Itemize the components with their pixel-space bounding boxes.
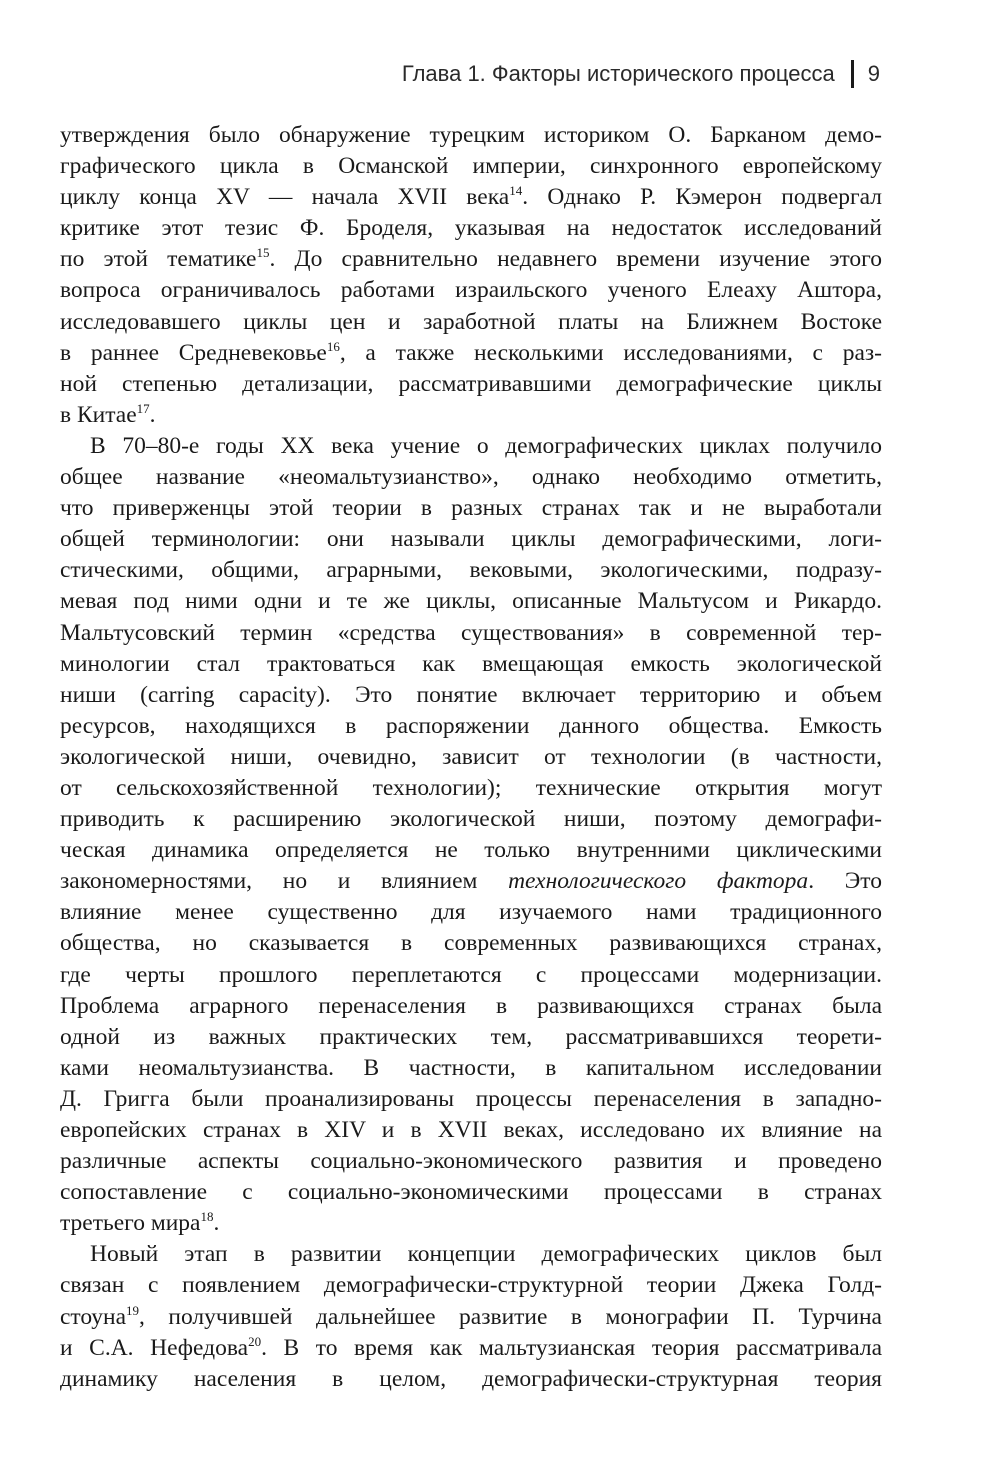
text-line: В 70–80-е годы XX века учение о демографических циклах получило xyxy=(90,432,882,459)
text-line: ками неомальтузианства. В частности, в капитальном исследовании xyxy=(60,1054,882,1081)
paragraph xyxy=(60,120,882,431)
text-line: где черты прошлого переплетаются с процессами модернизации. xyxy=(60,961,882,988)
text-line: влияние менее существенно для изучаемого нами традиционного xyxy=(60,899,882,926)
text-line: ческая динамика определяется не только внутренними циклическими xyxy=(60,837,882,864)
text-line: утверждения было обнаружение турецким историком О. Барканом демо- xyxy=(60,122,882,148)
text-line: графического цикла в Османской империи, синхронного европейскому xyxy=(60,153,882,180)
header-separator xyxy=(851,60,854,88)
emphasis: технологического фактора xyxy=(508,868,809,895)
footnote-ref: 17 xyxy=(136,400,150,416)
text-line: ной степенью детализации, рассматривавшими демографические циклы xyxy=(60,370,882,397)
footnote-ref: 19 xyxy=(126,1302,140,1318)
text-line: мевая под ними одни и те же циклы, описанные Мальтусом и Рикардо. xyxy=(60,588,882,615)
text-line: вопроса ограничивалось работами израильского ученого Елеаху Аштора, xyxy=(60,277,882,304)
paragraph xyxy=(60,431,882,1239)
running-head xyxy=(60,60,880,88)
text-line: и С.А. Нефедова$^{20}$. В то время как мальтузианская теория рассматривала xyxy=(60,1333,883,1361)
text-line: общества, но сказывается в современных развивающихся странах, xyxy=(60,930,882,957)
text-line: европейских странах в XIV и в XVII веках, исследовано их влияние на xyxy=(60,1117,882,1143)
text-line: одной из важных практических тем, рассматривавшихся теорети- xyxy=(60,1023,882,1050)
text-line: от сельскохозяйственной технологии); технические открытия могут xyxy=(60,774,882,801)
footnote-ref: 15 xyxy=(256,245,270,261)
text-line: стическими, общими, аграрными, вековыми, экологическими, подразу- xyxy=(60,557,882,584)
text-line: приводить к расширению экологической ниши, поэтому демографи- xyxy=(60,806,882,833)
page-body xyxy=(60,120,882,1395)
text-line: критике этот тезис Ф. Броделя, указывая на недостаток исследований xyxy=(60,215,882,242)
footnote-ref: 18 xyxy=(200,1209,214,1225)
text-line: стоуна$^{19}$, получившей дальнейшее развитие в монографии П. Турчина xyxy=(60,1302,882,1330)
text-line: что приверженцы этой теории в разных странах так и не выработали xyxy=(60,495,882,522)
text-line: Д. Григга были проанализированы процессы перенаселения в западно- xyxy=(60,1085,882,1112)
footnote-ref: 14 xyxy=(509,183,523,199)
text-line: общее название «неомальтузианство», однако необходимо отметить, xyxy=(60,464,882,491)
text-line: связан с появлением демографически-структурной теории Джека Голд- xyxy=(60,1272,882,1299)
text-line: общей терминологии: они называли циклы демографическими, логи- xyxy=(60,526,882,553)
text-line: в Китае$^{17}$. xyxy=(60,400,156,428)
text-line: Новый этап в развитии концепции демографических циклов был xyxy=(90,1241,882,1268)
text-line: циклу конца XV — начала XVII века$^{14}$. Однако Р. Кэмерон подвергал xyxy=(60,183,882,211)
text-line: экологической ниши, очевидно, зависит от технологии (в частности, xyxy=(60,743,882,770)
text-line: Проблема аграрного перенаселения в развивающихся странах была xyxy=(60,992,882,1019)
page-number: 9 xyxy=(867,61,880,86)
text-line: различные аспекты социально-экономического развития и проведено xyxy=(60,1148,882,1175)
text-line: Мальтусовский термин «средства существования» в современной тер- xyxy=(60,619,882,646)
footnote-ref: 20 xyxy=(248,1333,262,1349)
chapter-title: Глава 1. Факторы исторического процесса xyxy=(401,61,835,86)
paragraph xyxy=(60,1239,882,1394)
text-line: в раннее Средневековье$^{16}$, а также несколькими исследованиями, с раз- xyxy=(60,338,882,366)
text-line: закономерностями, но и влиянием технологического фактора. Это xyxy=(60,868,882,895)
text-line: ресурсов, находящихся в распоряжении данного общества. Емкость xyxy=(60,712,882,739)
footnote-ref: 16 xyxy=(326,338,340,354)
text-line: сопоставление с социально-экономическими процессами в странах xyxy=(60,1179,882,1206)
text-line: минологии стал трактоваться как вмещающая емкость экологической xyxy=(60,650,882,677)
text-line: третьего мира$^{18}$. xyxy=(60,1209,220,1237)
text-line: исследовавшего циклы цен и заработной платы на Ближнем Востоке xyxy=(60,308,882,335)
text-line: по этой тематике$^{15}$. До сравнительно недавнего времени изучение этого xyxy=(60,245,882,273)
text-line: динамику населения в целом, демографически-структурная теория xyxy=(60,1365,882,1392)
text-line: ниши (carring capacity). Это понятие включает территорию и объем xyxy=(60,681,882,708)
